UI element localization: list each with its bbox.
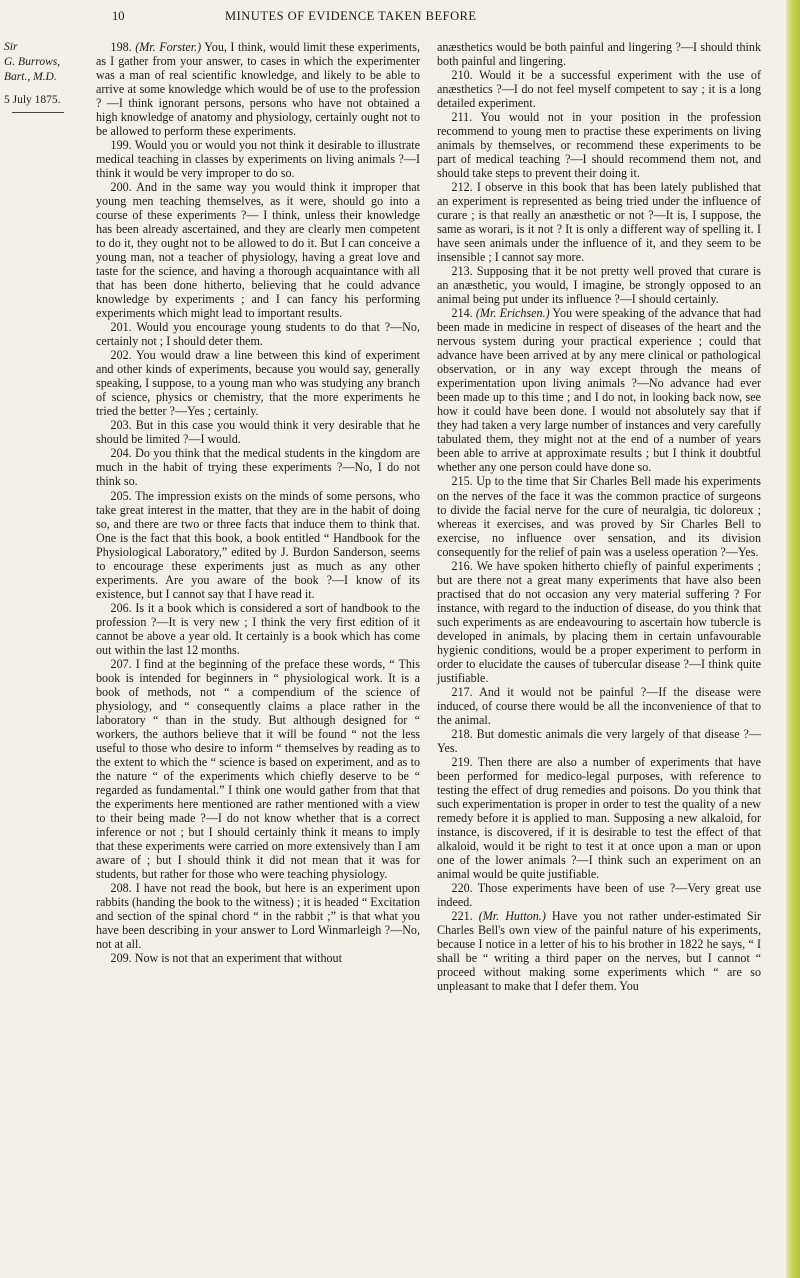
question-paragraph xyxy=(96,951,420,965)
question-number: 198. xyxy=(110,40,132,54)
question-paragraph xyxy=(96,180,420,320)
speaker: (Mr. Forster.) xyxy=(135,40,202,54)
question-text: Have you not rather under-estimated Sir Charles Bell's own view of the painful nature of his experiments, because I notice in a letter of his to his brother in 1822 he says, “ I shall be “ writing a third paper on the nerves, but I cannot “ proceed without making some experiments which “ are so unpleasant to make that I defer them. You xyxy=(437,908,761,994)
question-text: And in the same way you would think it improper that young men teaching themselves, as it were, should go into a course of these experiments ?— I think, unless their knowledge has been already ascertained, and they are clearly men competent to do it, they ought not to be allowed to do it. But I can conceive a young man, not a teacher of physiology, having a great love and taste for the science, and having a thorough acquaintance with all that has been done hitherto, believing that he could advance knowledge by experiments ; and I can fancy his performing experiments which might lead to important results. xyxy=(96,180,420,321)
question-paragraph xyxy=(437,909,761,993)
question-number: 214. xyxy=(451,306,473,321)
question-text: Would you or would you not think it desirable to illustrate medical teaching in classes by experiments on living animals ?—I think it would be very improper to do so. xyxy=(96,138,420,181)
question-paragraph xyxy=(437,68,761,110)
question-number: 200. xyxy=(110,180,132,195)
question-number: 202. xyxy=(110,348,132,363)
question-number: 213. xyxy=(451,264,473,279)
question-text: Then there are also a number of experiments that have been performed for medico-legal purposes, with reference to testing the effect of drug remedies and poisons. Do you think that such experimentation is proper in order to test the quality of a new remedy before it is applied to man. Supposing a new alkaloid, for instance, is discovered, if it is desirable to test the effect of that alkaloid, would it be right to test it at once upon a man or upon one of the lower animals ?—I think such an experiment on an animal would be quite justifiable. xyxy=(437,754,761,881)
question-paragraph xyxy=(96,489,420,601)
question-paragraph xyxy=(96,40,420,138)
question-paragraph xyxy=(437,264,761,306)
question-number: 220. xyxy=(451,880,473,895)
question-text: Now is not that an experiment that without xyxy=(134,951,342,966)
question-text: I find at the beginning of the preface these words, “ This book is intended for beginners in “ physiological work. It is a book of methods, not “ a compendium of the science of physiology, and “ consequently claims a place rather in the laboratory “ than in the study. But although designed for “ workers, the authors believe that it will be found “ not the less useful to those who desire to inform “ themselves by reading as to the extent to which the “ science is based on experiment, and as to the nature “ of the experiments which chiefly deserve to be “ regarded as fundamental.” I think one would gather from that that the experiments here mentioned are rather mentioned with a view to their being made ?—I do not know whether that is a correct inference or not ; but I should certainly think it means to imply that these experiments were carried on more extensively than I am aware of ; but I should think it did not mean that it was for students, but rather for those who were teaching physiology. xyxy=(96,656,420,881)
question-paragraph xyxy=(437,727,761,755)
question-paragraph xyxy=(96,881,420,951)
question-number: 204. xyxy=(110,446,132,461)
witness-name: G. Burrows, xyxy=(4,56,61,68)
question-paragraph xyxy=(437,306,761,474)
question-paragraph xyxy=(437,180,761,264)
question-text: And it would not be painful ?—If the disease were induced, of course there would be all the inconvenience of that to the animal. xyxy=(437,684,761,727)
question-number: 199. xyxy=(110,138,132,153)
question-text: Do you think that the medical students in the kingdom are much in the habit of trying these experiments ?—No, I do not think so. xyxy=(96,446,420,489)
witness-title: Sir xyxy=(4,41,18,53)
question-paragraph xyxy=(437,40,761,68)
speaker: (Mr. Hutton.) xyxy=(478,908,546,923)
question-text: Supposing that it be not pretty well proved that curare is an anæsthetic, you would, I imagine, be strongly opposed to an animal being put under its influence ?—I should certainly. xyxy=(437,264,761,307)
witness-suffix: Bart., M.D. xyxy=(4,71,57,83)
question-text: Up to the time that Sir Charles Bell made his experiments on the nerves of the face it was the common practice of surgeons to divide the facial nerve for the cure of neuralgia, tic doloreux ; whereas it exercises, and was proved by Sir Charles Bell to exercise, no influence over sensation, and its division consequently for the relief of pain was a useless operation ?—Yes. xyxy=(437,474,761,559)
question-text: You would draw a line between this kind of experiment and other kinds of experiments, because you would say, generally speaking, I suppose, to a young man who was studying any branch of science, physics or chemistry, that the more experiments he tried the better ?—Yes ; certainly. xyxy=(96,348,421,419)
question-paragraph xyxy=(437,755,761,881)
margin-rule xyxy=(12,112,64,113)
question-text: You were speaking of the advance that had been made in medicine in respect of diseases of the heart and the nervous system during your practical experience ; could that advance have been arrived at by any mere clinical or pathological observation, or in any way except through the means of experimentation upon living animals ?—No advance had ever been made up to this time ; and I do not, in looking back now, see how it could have been done. I would not absolutely say that if they had taken a very large number of instances and very carefully tabulated them, they might not at the end of a number of years been able to arrive at approximate results ; but I think it doubtful whether any one person could have done so. xyxy=(437,306,762,475)
question-paragraph xyxy=(96,138,420,180)
witness-date: 5 July 1875. xyxy=(4,94,61,106)
question-number: 212. xyxy=(451,180,473,195)
question-number: 201. xyxy=(110,320,132,335)
question-text: I observe in this book that has been lately published that an experiment is represented as being tried under the influence of curare ; is that really an anæsthetic or not ?—It is, I suppose, the same as worari, is it not ? It is only a different way of spelling it. I have seen animals under the influence of it, and they seem to be insensible ; I cannot say more. xyxy=(437,180,761,265)
question-number: 203. xyxy=(110,418,132,433)
question-text: We have spoken hitherto chiefly of painful experiments ; but are there not a great many experiments that have also been practised that do not occasion any very material suffering ? For instance, with regard to the induction of disease, do you think that such experiments as are endeavouring to ascertain how tubercle is developed in animals, by placing them in certain unfavourable hygienic conditions, would be a proper experiment to perform in order to elucidate the causes of tubercular disease ?—I think quite justifiable. xyxy=(437,558,761,685)
question-number: 217. xyxy=(451,684,473,699)
question-paragraph xyxy=(96,446,420,488)
speaker: (Mr. Erichsen.) xyxy=(475,306,550,321)
question-paragraph xyxy=(96,657,420,881)
question-text: anæsthetics would be both painful and lingering ?—I should think both painful and lingering. xyxy=(437,40,761,69)
question-paragraph xyxy=(437,685,761,727)
question-paragraph xyxy=(96,418,420,446)
question-number: 210. xyxy=(451,68,473,83)
right-column xyxy=(437,40,761,993)
question-text: Would you encourage young students to do that ?—No, certainly not ; I should deter them. xyxy=(96,320,420,349)
left-column xyxy=(96,40,420,965)
question-text: I have not read the book, but here is an experiment upon rabbits (handing the book to the witness) ; it is headed “ Excitation and section of the spinal chord “ in the rabbit ;” is that what you have been describing in your answer to Lord Winmarleigh ?—No, not at all. xyxy=(96,880,420,951)
question-paragraph xyxy=(437,559,761,685)
question-number: 209. xyxy=(110,951,132,966)
question-paragraph xyxy=(96,320,420,348)
question-paragraph xyxy=(437,474,761,558)
question-number: 207. xyxy=(110,656,132,671)
question-text: You, I think, would limit these experiments, as I gather from your answer, to cases in which the experimenter was a man of real scientific knowledge, and likely to be able to arrive at some knowledge which would be of use to the profession ? —I think ignorant persons, persons who have not obtained a high knowledge of anatomy and physiology, certainly ought not to be allowed to perform these experiments. xyxy=(96,40,420,139)
question-text: You would not in your position in the profession recommend to young men to practise these experiments on living animals by themselves, or recommend these experiments to be part of medical teaching ?—I should recommend them not, and should take steps to prevent their doing it. xyxy=(437,110,761,181)
question-number: 221. xyxy=(451,908,473,923)
question-text: Those experiments have been of use ?—Very great use indeed. xyxy=(437,880,761,909)
margin-note xyxy=(4,40,86,113)
question-number: 215. xyxy=(451,474,473,489)
question-text: But domestic animals die very largely of that disease ?—Yes. xyxy=(437,726,761,755)
question-number: 206. xyxy=(110,600,132,615)
running-head: MINUTES OF EVIDENCE TAKEN BEFORE xyxy=(225,9,477,23)
question-number: 216. xyxy=(451,558,473,573)
question-text: Is it a book which is considered a sort of handbook to the profession ?—It is very new ; I think the very first edition of it cannot be above a year old. It certainly is a book which has come out within the last 12 months. xyxy=(96,600,420,657)
question-number: 219. xyxy=(451,754,473,769)
question-number: 218. xyxy=(451,726,473,741)
question-text: Would it be a successful experiment with the use of anæsthetics ?—I do not feel myself competent to say ; it is a long detailed experiment. xyxy=(437,68,761,111)
question-paragraph xyxy=(96,348,420,418)
question-number: 211. xyxy=(451,110,473,125)
question-paragraph xyxy=(437,110,761,180)
page-number: 10 xyxy=(112,9,125,23)
question-paragraph xyxy=(96,601,420,657)
question-text: But in this case you would think it very desirable that he should be limited ?—I would. xyxy=(96,418,420,447)
page-edge xyxy=(786,0,800,1278)
question-paragraph xyxy=(437,881,761,909)
question-text: The impression exists on the minds of some persons, who take great interest in the matter, that they are in the habit of doing so, and there are two or three facts that induce them to think that. One is the fact that this book, a book entitled “ Handbook for the Physiological Laboratory,” edited by J. Burdon Sanderson, seems to encourage these experiments just as much as any other experiments. Are you aware of the book ?—I know of its existence, but I cannot say that I have read it. xyxy=(96,488,420,601)
question-number: 205. xyxy=(110,488,132,503)
question-number: 208. xyxy=(110,880,132,895)
